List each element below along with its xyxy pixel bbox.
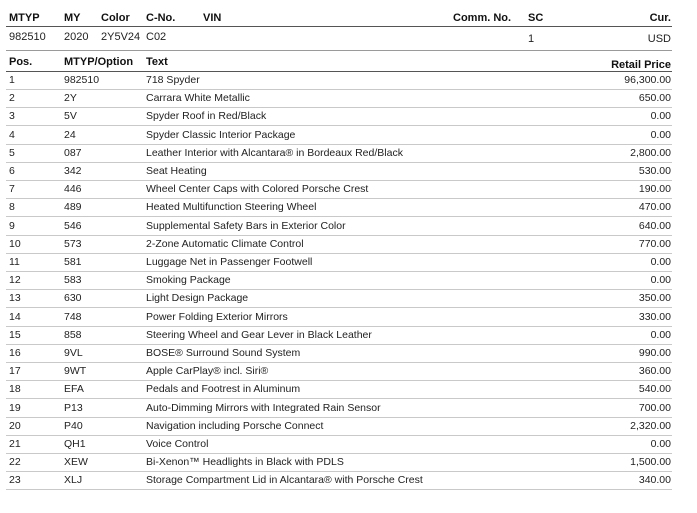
table-row	[0, 400, 697, 418]
row-pos: 18	[9, 383, 21, 396]
row-option-code: 748	[64, 310, 82, 323]
row-retail-price: 350.00	[638, 292, 671, 305]
row-option-code: 087	[64, 146, 82, 159]
header-bottom-divider	[6, 50, 672, 51]
column-header-text: Text	[146, 56, 168, 68]
header-value-my: 2020	[64, 31, 89, 43]
row-retail-price: 340.00	[638, 474, 671, 487]
row-description: Spyder Roof in Red/Black	[146, 110, 267, 123]
row-retail-price: 330.00	[638, 310, 671, 323]
row-description: Bi-Xenon™ Headlights in Black with PDLS	[146, 456, 344, 469]
row-pos: 5	[9, 146, 15, 159]
row-pos: 12	[9, 274, 21, 287]
row-retail-price: 96,300.00	[624, 74, 671, 86]
row-option-code: 573	[64, 237, 82, 250]
row-option-code: XLJ	[64, 474, 83, 487]
row-pos: 19	[9, 401, 21, 414]
table-row	[0, 181, 697, 199]
row-option-code: P13	[64, 401, 83, 414]
row-retail-price: 470.00	[638, 201, 671, 214]
row-option-code: 489	[64, 201, 82, 214]
row-retail-price: 0.00	[650, 128, 671, 141]
table-row	[0, 454, 697, 472]
table-row	[0, 72, 697, 90]
row-description: Leather Interior with Alcantara® in Bordeaux Red/Black	[146, 146, 403, 159]
row-option-code: 5V	[64, 110, 77, 123]
table-row	[0, 163, 697, 181]
header-value-color: 2Y5V24	[101, 31, 141, 43]
row-retail-price: 190.00	[638, 183, 671, 196]
row-retail-price: 0.00	[650, 328, 671, 341]
row-pos: 20	[9, 419, 21, 432]
row-option-code: 9VL	[64, 347, 83, 359]
header-label-cno: C-No.	[146, 12, 176, 24]
row-option-code: 982510	[64, 74, 100, 86]
header-divider	[6, 26, 672, 27]
row-pos: 3	[9, 110, 15, 123]
row-description: Spyder Classic Interior Package	[146, 128, 296, 141]
row-retail-price: 0.00	[650, 438, 671, 450]
header-value-cno: C02	[146, 31, 167, 43]
header-label-color: Color	[101, 12, 130, 24]
column-header-retail-price: Retail Price	[611, 59, 671, 71]
row-pos: 9	[9, 219, 15, 232]
row-retail-price: 650.00	[638, 92, 671, 105]
row-option-code: 546	[64, 219, 82, 232]
header-label-sc: SC	[528, 12, 544, 24]
row-option-code: P40	[64, 419, 83, 432]
row-retail-price: 1,500.00	[630, 456, 671, 469]
table-row	[0, 290, 697, 308]
row-pos: 15	[9, 328, 21, 341]
row-description: Carrara White Metallic	[146, 92, 250, 105]
row-description: Smoking Package	[146, 274, 231, 287]
table-row	[0, 236, 697, 254]
table-row	[0, 327, 697, 345]
row-pos: 10	[9, 237, 21, 250]
row-retail-price: 990.00	[638, 347, 671, 359]
row-description: Apple CarPlay® incl. Siri®	[146, 365, 269, 378]
row-pos: 6	[9, 165, 15, 177]
row-pos: 17	[9, 365, 21, 378]
row-option-code: EFA	[64, 383, 84, 396]
header-value-cur: USD	[647, 33, 671, 45]
table-row	[0, 127, 697, 145]
row-description: 718 Spyder	[146, 74, 200, 86]
row-pos: 13	[9, 292, 21, 305]
row-option-code: 24	[64, 128, 76, 141]
row-pos: 16	[9, 347, 21, 359]
row-option-code: QH1	[64, 438, 86, 450]
header-label-vin: VIN	[203, 12, 222, 24]
row-retail-price: 530.00	[638, 165, 671, 177]
row-option-code: 581	[64, 256, 82, 268]
row-option-code: 583	[64, 274, 82, 287]
header-label-cur: Cur.	[649, 12, 671, 24]
row-retail-price: 0.00	[650, 274, 671, 287]
table-row	[0, 436, 697, 454]
row-description: Seat Heating	[146, 165, 207, 177]
row-pos: 21	[9, 438, 21, 450]
row-description: BOSE® Surround Sound System	[146, 347, 301, 359]
header-label-my: MY	[64, 12, 81, 24]
table-row	[0, 90, 697, 108]
row-pos: 7	[9, 183, 15, 196]
table-row	[0, 363, 697, 381]
row-description: Power Folding Exterior Mirrors	[146, 310, 288, 323]
row-pos: 4	[9, 128, 15, 141]
row-retail-price: 2,800.00	[630, 146, 671, 159]
table-row	[0, 418, 697, 436]
row-option-code: 9WT	[64, 365, 87, 378]
row-pos: 11	[9, 256, 20, 268]
row-retail-price: 2,320.00	[630, 419, 671, 432]
row-retail-price: 0.00	[650, 110, 671, 123]
table-row	[0, 218, 697, 236]
table-row	[0, 381, 697, 399]
row-pos: 1	[9, 74, 15, 86]
row-description: Auto-Dimming Mirrors with Integrated Rain Sensor	[146, 401, 381, 414]
row-description: 2-Zone Automatic Climate Control	[146, 237, 304, 250]
row-description: Light Design Package	[146, 292, 249, 305]
row-option-code: 446	[64, 183, 82, 196]
header-value-mtyp: 982510	[9, 31, 46, 43]
column-header-option: MTYP/Option	[64, 56, 134, 68]
row-pos: 22	[9, 456, 21, 469]
table-row	[0, 145, 697, 163]
row-retail-price: 640.00	[638, 219, 671, 232]
table-row	[0, 254, 697, 272]
row-description: Supplemental Safety Bars in Exterior Color	[146, 219, 346, 232]
row-description: Luggage Net in Passenger Footwell	[146, 256, 313, 268]
row-description: Pedals and Footrest in Aluminum	[146, 383, 301, 396]
row-retail-price: 770.00	[638, 237, 671, 250]
row-pos: 14	[9, 310, 21, 323]
row-description: Navigation including Porsche Connect	[146, 419, 324, 432]
row-option-code: 858	[64, 328, 82, 341]
row-retail-price: 700.00	[638, 401, 671, 414]
row-description: Storage Compartment Lid in Alcantara® with Porsche Crest	[146, 474, 423, 487]
row-description: Steering Wheel and Gear Lever in Black Leather	[146, 328, 372, 341]
header-value-sc: 1	[528, 33, 535, 45]
row-option-code: XEW	[64, 456, 88, 469]
row-retail-price: 360.00	[638, 365, 671, 378]
row-retail-price: 0.00	[650, 256, 671, 268]
row-pos: 8	[9, 201, 15, 214]
row-divider	[6, 489, 672, 490]
table-row	[0, 472, 697, 490]
row-pos: 23	[9, 474, 21, 487]
table-row	[0, 345, 697, 363]
row-option-code: 2Y	[64, 92, 77, 105]
table-row	[0, 108, 697, 126]
row-description: Wheel Center Caps with Colored Porsche Crest	[146, 183, 369, 196]
table-row	[0, 199, 697, 217]
row-description: Heated Multifunction Steering Wheel	[146, 201, 317, 214]
header-label-comm-no: Comm. No.	[453, 12, 512, 24]
header-label-mtyp: MTYP	[9, 12, 40, 24]
row-pos: 2	[9, 92, 15, 105]
column-header-pos: Pos.	[9, 56, 33, 68]
row-option-code: 342	[64, 165, 82, 177]
row-retail-price: 540.00	[638, 383, 671, 396]
row-description: Voice Control	[146, 438, 209, 450]
row-option-code: 630	[64, 292, 82, 305]
table-row	[0, 309, 697, 327]
table-row	[0, 272, 697, 290]
